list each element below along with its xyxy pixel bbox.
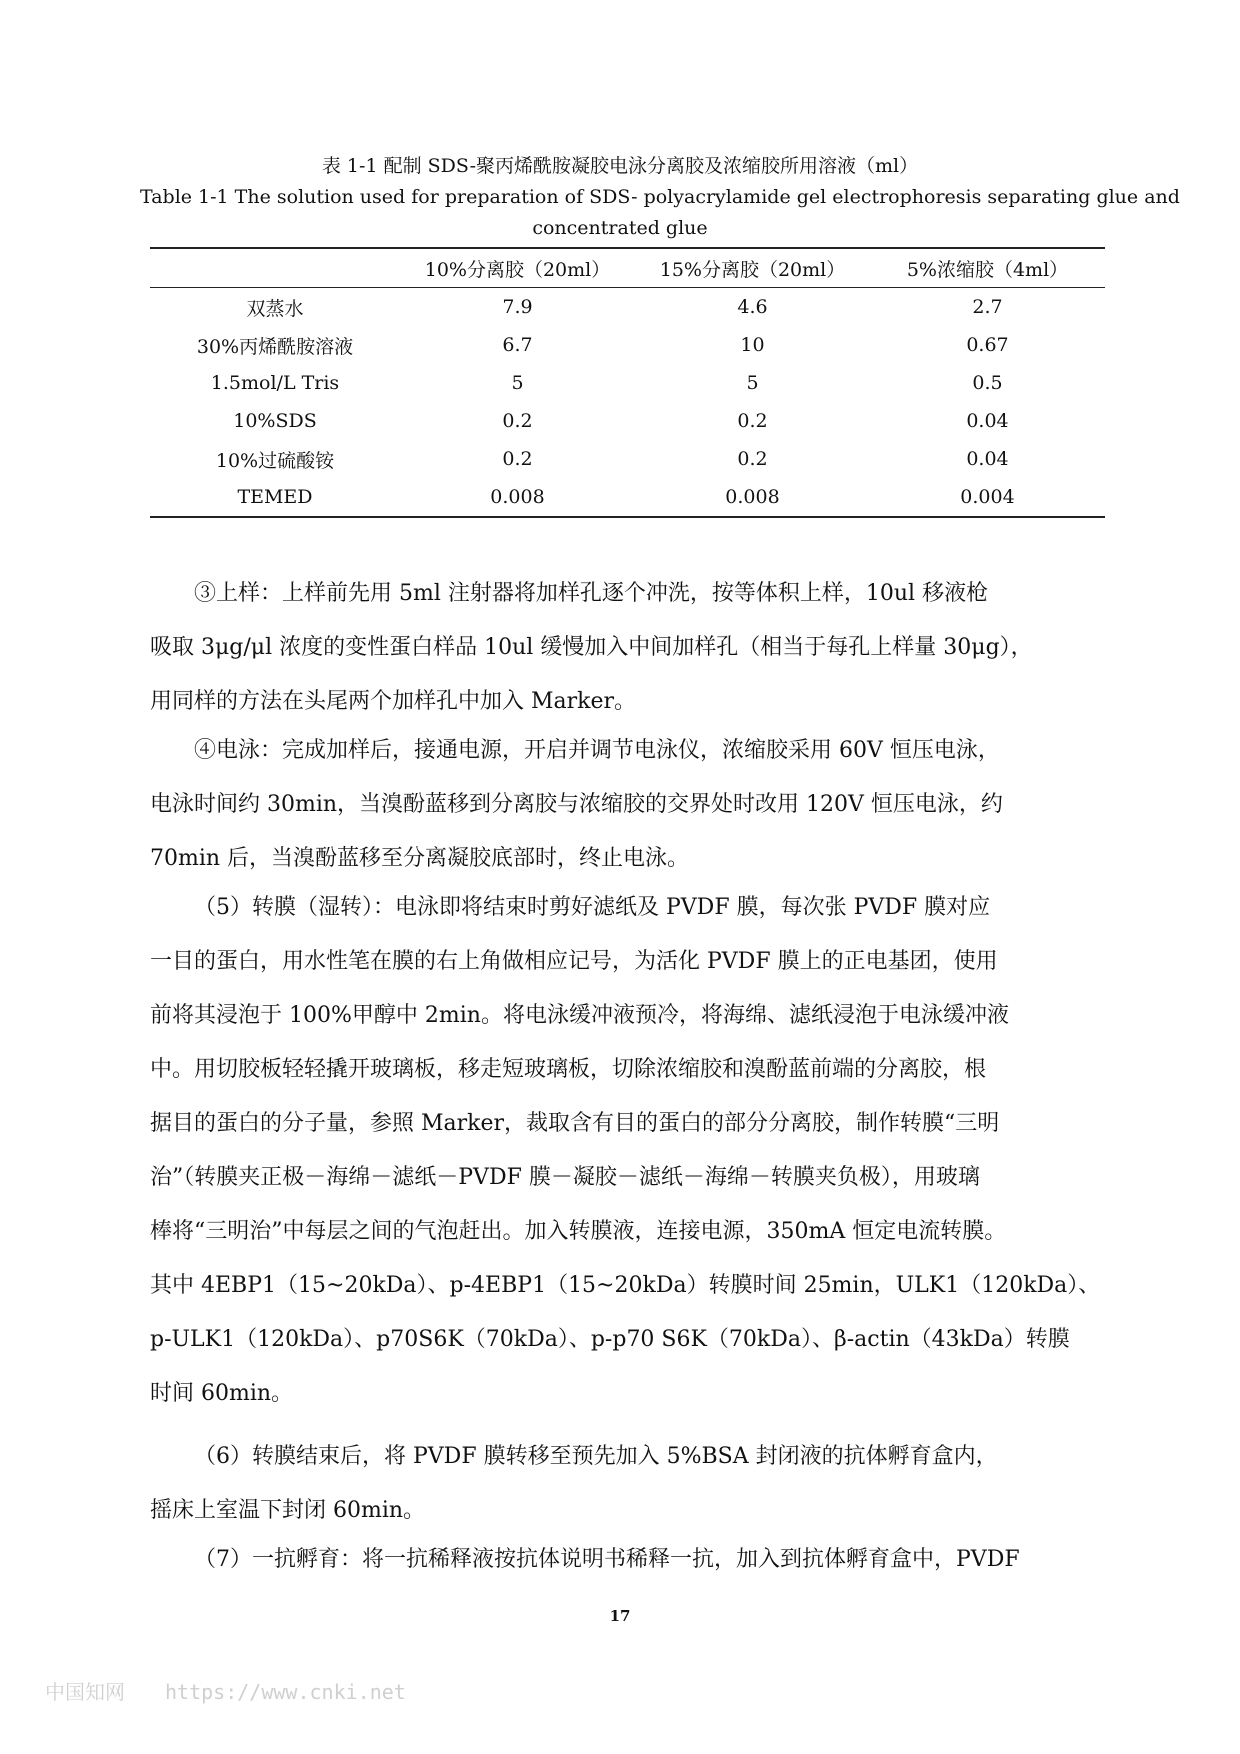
table-cell: 7.9 [502,296,533,318]
table-caption-cn: 表 1-1 配制 SDS-聚丙烯酰胺凝胶电泳分离胶及浓缩胶所用溶液（ml） [321,155,919,177]
table-header-cell: 10%分离胶（20ml） [424,258,611,281]
solution-table [150,247,1105,518]
table-cell: 0.2 [737,448,768,470]
table-cell: 0.2 [737,410,768,432]
paragraph-sample-loading [150,567,1105,729]
table-row [150,402,1105,440]
text-line: 用同样的方法在头尾两个加样孔中加入 Marker。 [150,689,637,714]
table-header-cell: 15%分离胶（20ml） [659,258,846,281]
cnki-watermark [45,1676,406,1705]
table-cell: 5 [746,372,759,394]
table-caption-en-continued: concentrated glue [532,217,708,239]
table-cell: 10 [740,334,765,356]
text-line: 前将其浸泡于 100%甲醇中 2min。将电泳缓冲液预冷，将海绵、滤纸浸泡于电泳缓冲液 [150,1003,1009,1028]
table-cell: 0.004 [960,486,1015,508]
table-cell: TEMED [237,486,313,508]
text-line: 中。用切胶板轻轻撬开玻璃板，移走短玻璃板，切除浓缩胶和溴酚蓝前端的分离胶，根 [150,1057,987,1082]
table-cell: 0.67 [966,334,1009,356]
text-line: 时间 60min。 [150,1381,294,1406]
text-line: （7）一抗孵育：将一抗稀释液按抗体说明书稀释一抗，加入到抗体孵育盒中，PVDF [194,1547,1020,1572]
watermark-logo-text: 中国知网 [45,1680,125,1704]
text-line: 一目的蛋白，用水性笔在膜的右上角做相应记号，为活化 PVDF 膜上的正电基团，使用 [150,949,998,974]
table-cell: 1.5mol/L Tris [210,372,340,394]
text-line: 其中 4EBP1（15~20kDa）、p-4EBP1（15~20kDa）转膜时间 25min，ULK1（120kDa）、 [150,1273,1101,1298]
table-row [150,440,1105,478]
table-cell: 0.2 [502,448,533,470]
text-line: ③上样：上样前先用 5ml 注射器将加样孔逐个冲洗，按等体积上样，10ul 移液枪 [194,581,989,606]
table-cell: 0.008 [490,486,545,508]
text-line: （6）转膜结束后，将 PVDF 膜转移至预先加入 5%BSA 封闭液的抗体孵育盒内， [194,1444,998,1469]
table-cell: 0.2 [502,410,533,432]
table-cell: 0.008 [725,486,780,508]
table-cell: 5 [511,372,524,394]
page-number: 17 [609,1607,631,1625]
table-cell: 2.7 [972,296,1003,318]
text-line: ④电泳：完成加样后，接通电源，开启并调节电泳仪，浓缩胶采用 60V 恒压电泳， [194,738,1000,763]
table-header-cell [150,248,400,288]
paragraph-blocking [150,1430,1105,1538]
text-line: 摇床上室温下封闭 60min。 [150,1498,426,1523]
text-line: 吸取 3μg/μl 浓度的变性蛋白样品 10ul 缓慢加入中间加样孔（相当于每孔上样量 30μg）， [150,635,1033,660]
table-caption-en: Table 1-1 The solution used for preparation of SDS- polyacrylamide gel electrophoresis separating glue and [140,186,1180,208]
table-cell: 0.04 [966,410,1009,432]
text-line: 治”（转膜夹正极－海绵－滤纸－PVDF 膜－凝胶－滤纸－海绵－转膜夹负极），用玻璃 [150,1165,980,1190]
table-row [150,364,1105,402]
paragraph-electrophoresis [150,724,1105,886]
text-line: 据目的蛋白的分子量，参照 Marker，裁取含有目的蛋白的部分分离胶，制作转膜“三明 [150,1111,1000,1136]
table-header-cell: 5%浓缩胶（4ml） [906,258,1069,281]
table-row [150,288,1105,327]
table-header-row [150,248,1105,288]
table-cell: 0.5 [972,372,1003,394]
table-cell: 10%SDS [233,410,317,432]
table-cell: 30%丙烯酰胺溶液 [196,335,354,358]
table-row [150,478,1105,517]
text-line: p-ULK1（120kDa）、p70S6K（70kDa）、p-p70 S6K（70kDa）、β-actin（43kDa）转膜 [150,1327,1070,1352]
table-row [150,326,1105,364]
text-line: 70min 后，当溴酚蓝移至分离凝胶底部时，终止电泳。 [150,846,690,871]
watermark-url: https://www.cnki.net [165,1680,406,1704]
text-line: 棒将“三明治”中每层之间的气泡赶出。加入转膜液，连接电源，350mA 恒定电流转膜。 [150,1219,1007,1244]
paragraph-membrane-transfer [150,881,1105,1421]
table-cell: 4.6 [737,296,768,318]
table-cell: 6.7 [502,334,533,356]
table-cell: 10%过硫酸铵 [215,449,335,472]
table-cell: 0.04 [966,448,1009,470]
table-cell: 双蒸水 [246,297,304,320]
text-line: 电泳时间约 30min，当溴酚蓝移到分离胶与浓缩胶的交界处时改用 120V 恒压电泳，约 [150,792,1003,817]
paragraph-primary-antibody [150,1533,1105,1587]
text-line: （5）转膜（湿转）：电泳即将结束时剪好滤纸及 PVDF 膜，每次张 PVDF 膜对应 [194,895,991,920]
